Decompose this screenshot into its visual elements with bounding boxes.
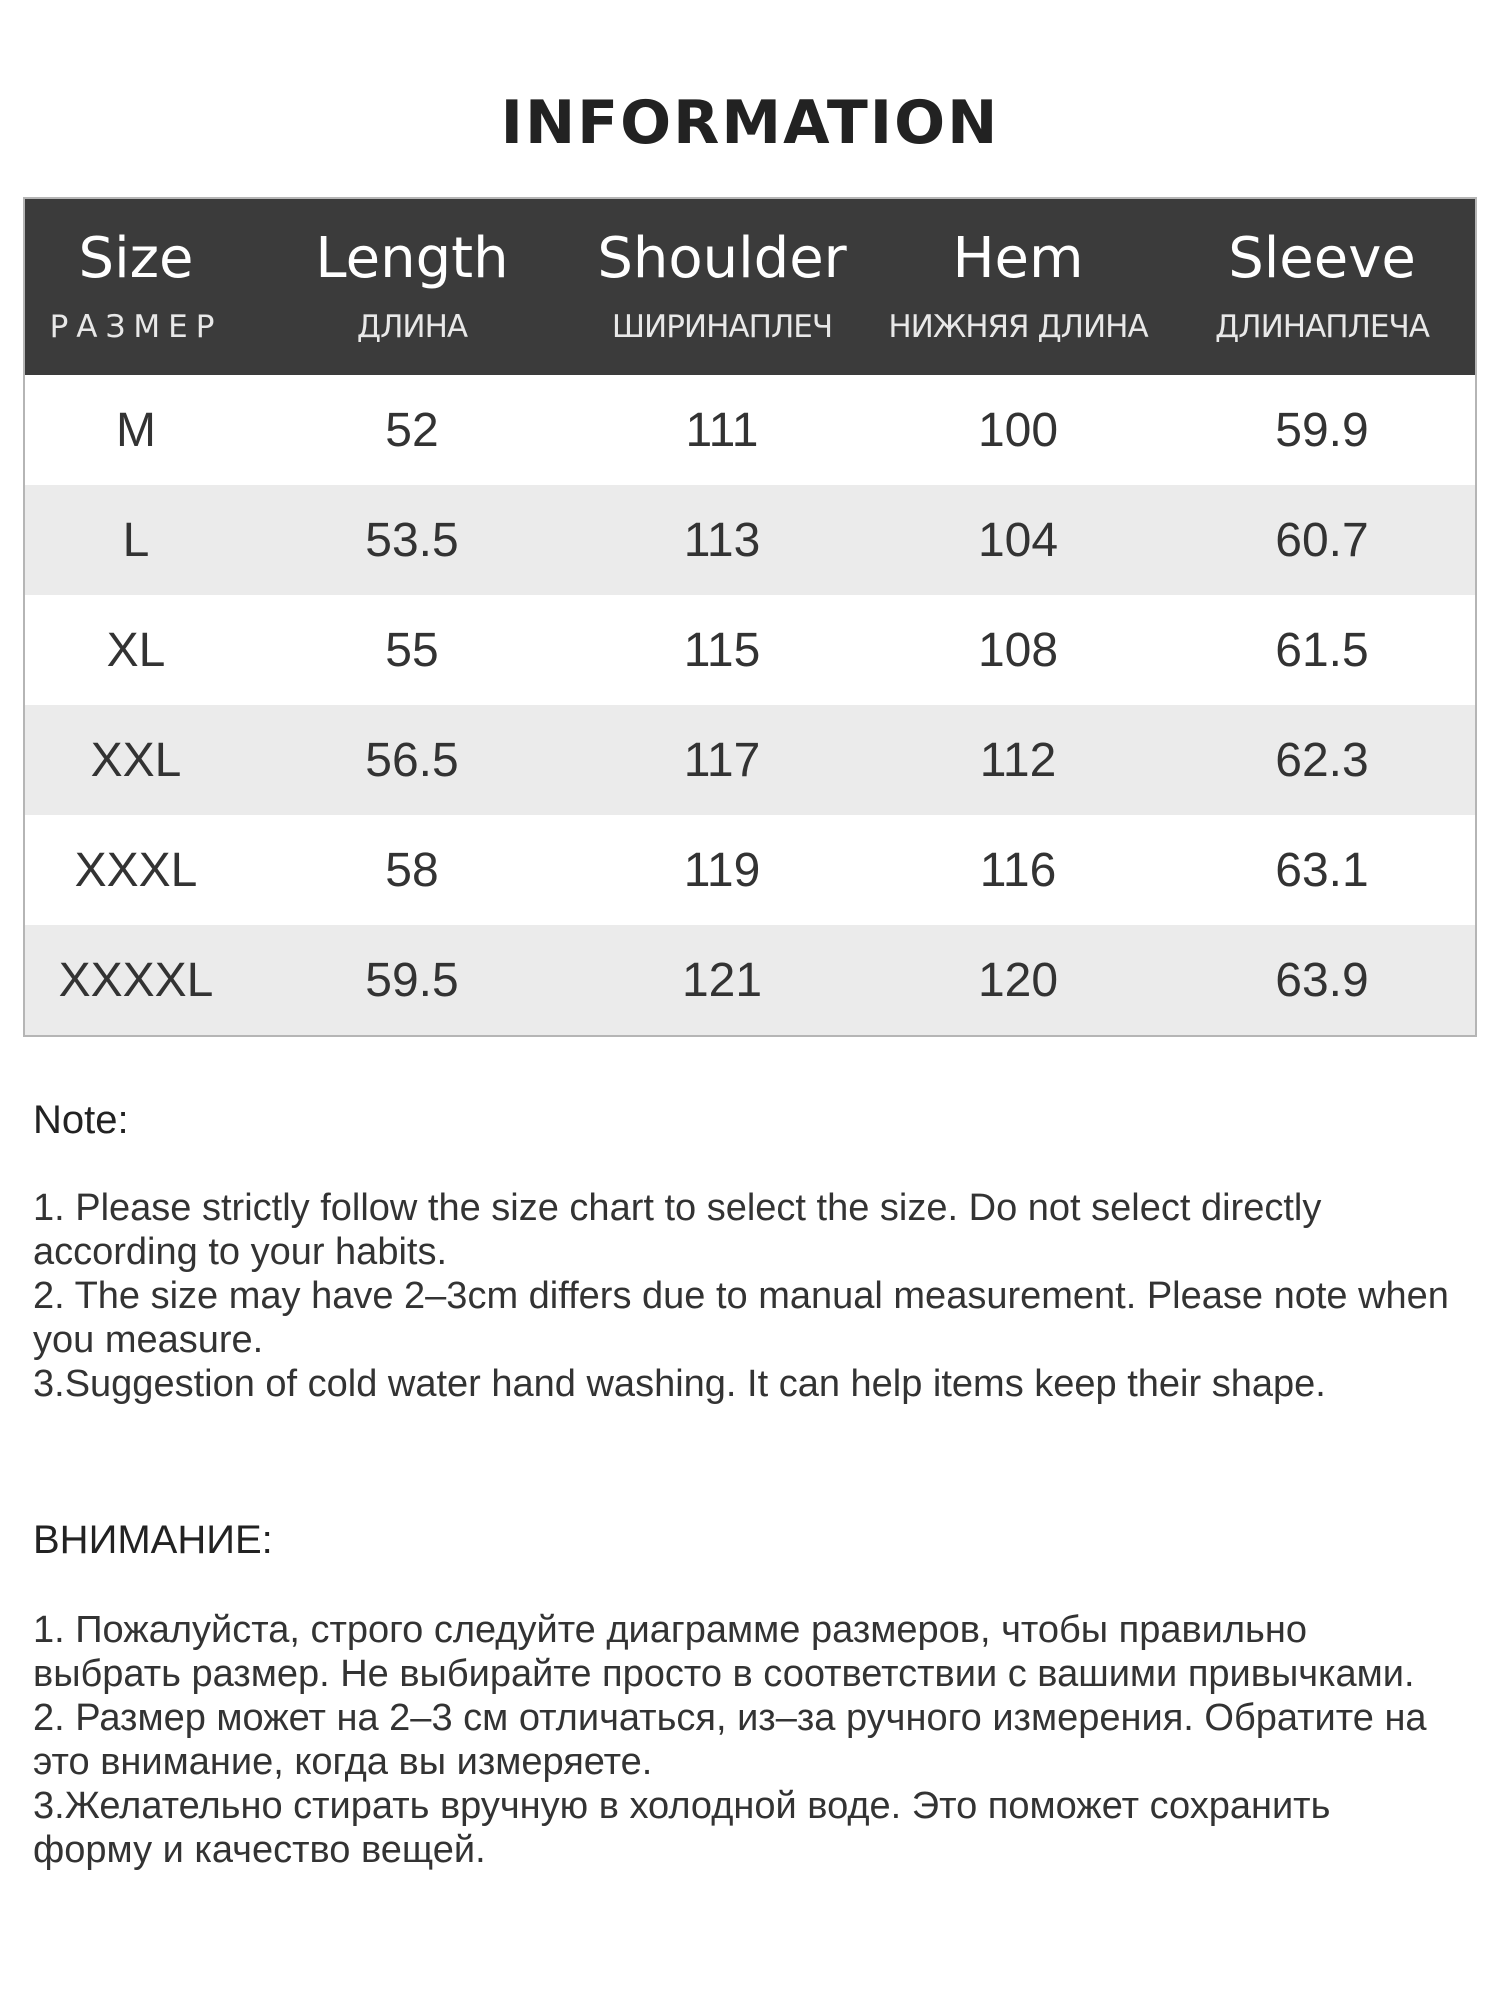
cell-sleeve: 61.5 — [1275, 623, 1369, 677]
note-item-2: 2. The size may have 2–3cm differs due to manual measurement. Please note when you measure. — [33, 1275, 1449, 1361]
cell-hem: 104 — [977, 513, 1059, 567]
header-sleeve-en: Sleeve — [1228, 226, 1416, 291]
table-body — [25, 375, 1475, 1035]
header-size-en: Size — [78, 226, 194, 291]
cell-hem: 108 — [977, 623, 1059, 677]
cell-sleeve: 62.3 — [1275, 733, 1369, 787]
cell-sleeve: 63.1 — [1275, 843, 1369, 897]
header-sleeve-ru: ДЛИНАПЛЕЧА — [1215, 309, 1429, 345]
header-hem — [867, 199, 1169, 375]
cell-sleeve: 59.9 — [1275, 403, 1369, 457]
cell-size: XL — [106, 623, 166, 677]
header-length — [247, 199, 577, 375]
cell-length: 56.5 — [365, 733, 459, 787]
cell-shoulder: 115 — [683, 623, 761, 677]
note-list — [33, 1186, 1453, 1406]
cell-size: L — [122, 513, 150, 567]
attention-heading: ВНИМАНИЕ: — [33, 1518, 273, 1562]
cell-shoulder: 119 — [683, 843, 761, 897]
note-heading: Note: — [33, 1098, 129, 1142]
header-shoulder-ru: ШИРИНАПЛЕЧ — [611, 309, 833, 345]
cell-shoulder: 113 — [683, 513, 761, 567]
table-header — [25, 199, 1475, 375]
table-row — [25, 485, 1475, 595]
table-row — [25, 815, 1475, 925]
header-length-ru: ДЛИНА — [356, 309, 468, 345]
attention-item-2: 2. Размер может на 2–3 см отличаться, из–за ручного измерения. Обратите на это внимание, когда вы измеряете. — [33, 1697, 1427, 1783]
cell-size: XXXXL — [58, 953, 214, 1007]
note-item-3: 3.Suggestion of cold water hand washing. It can help items keep their shape. — [33, 1363, 1326, 1405]
table-row — [25, 925, 1475, 1035]
cell-shoulder: 121 — [681, 953, 763, 1007]
cell-length: 55 — [385, 623, 439, 677]
attention-list — [33, 1608, 1453, 1872]
cell-sleeve: 63.9 — [1275, 953, 1369, 1007]
cell-length: 58 — [385, 843, 439, 897]
header-hem-en: Hem — [952, 226, 1084, 291]
note-item-1: 1. Please strictly follow the size chart to select the size. Do not select directly according to your habits. — [33, 1187, 1322, 1273]
cell-hem: 120 — [977, 953, 1059, 1007]
header-shoulder-en: Shoulder — [597, 226, 847, 291]
header-sleeve — [1169, 199, 1475, 375]
header-shoulder — [577, 199, 867, 375]
cell-sleeve: 60.7 — [1275, 513, 1369, 567]
header-hem-ru: НИЖНЯЯ ДЛИНА — [888, 309, 1148, 345]
cell-size: M — [116, 403, 156, 457]
cell-length: 53.5 — [365, 513, 459, 567]
header-size-ru: РАЗМЕР — [49, 309, 223, 345]
attention-item-1: 1. Пожалуйста, строго следуйте диаграмме размеров, чтобы правильно выбрать размер. Не выбирайте просто в соответствии с вашими привычками. — [33, 1609, 1415, 1695]
table-row — [25, 595, 1475, 705]
cell-shoulder: 117 — [683, 733, 761, 787]
cell-hem: 112 — [979, 733, 1057, 787]
table-row — [25, 375, 1475, 485]
cell-hem: 100 — [977, 403, 1059, 457]
page-title: INFORMATION — [500, 88, 1000, 158]
cell-size: XXL — [90, 733, 182, 787]
cell-hem: 116 — [979, 843, 1057, 897]
header-length-en: Length — [315, 226, 509, 291]
header-size — [25, 199, 247, 375]
attention-item-3: 3.Желательно стирать вручную в холодной воде. Это поможет сохранить форму и качество вещей. — [33, 1785, 1331, 1871]
table-row — [25, 705, 1475, 815]
cell-shoulder: 111 — [685, 403, 759, 457]
cell-length: 59.5 — [365, 953, 459, 1007]
cell-length: 52 — [385, 403, 439, 457]
cell-size: XXXL — [74, 843, 198, 897]
size-chart-table — [23, 197, 1477, 1037]
